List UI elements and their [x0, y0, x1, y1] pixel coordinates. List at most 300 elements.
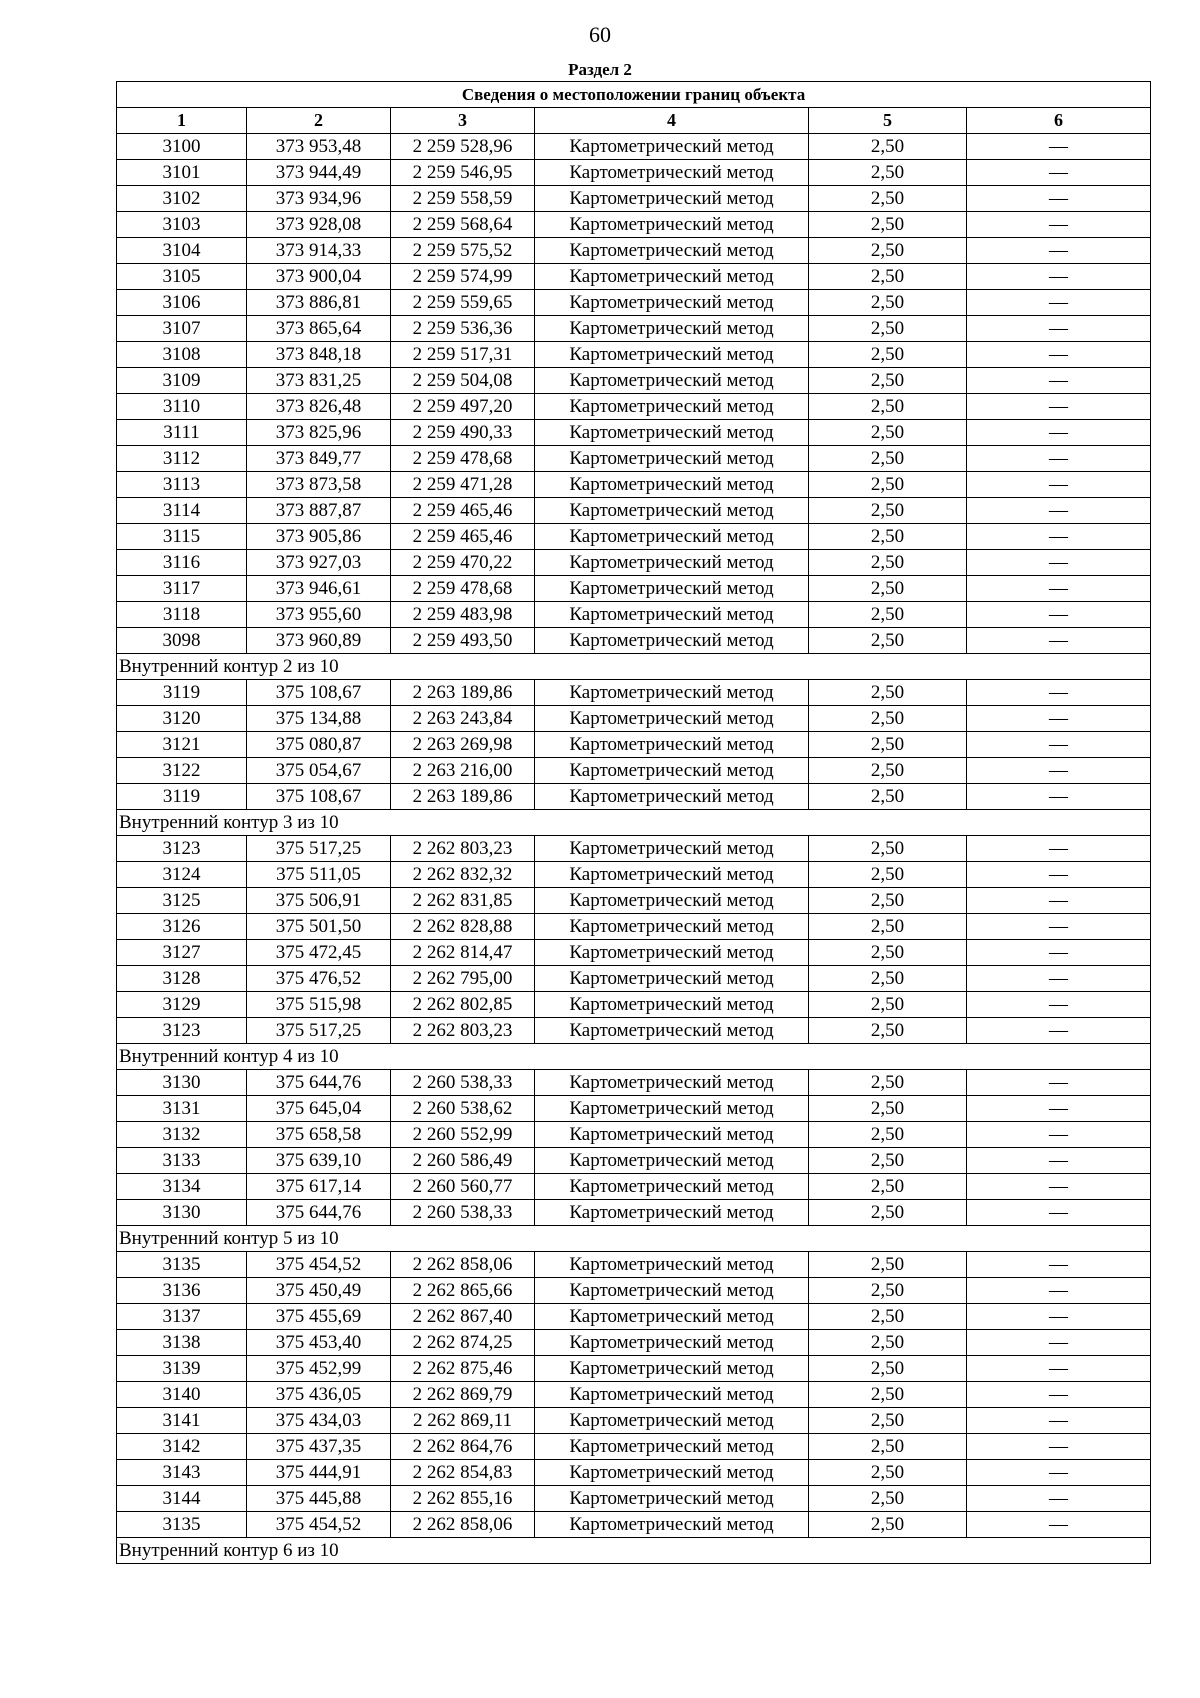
cell-description: —	[967, 212, 1151, 238]
cell-description: —	[967, 264, 1151, 290]
cell-coord-x: 375 515,98	[247, 992, 391, 1018]
cell-point-number: 3141	[117, 1408, 247, 1434]
cell-method: Картометрический метод	[535, 1408, 809, 1434]
cell-description: —	[967, 316, 1151, 342]
cell-coord-x: 375 436,05	[247, 1382, 391, 1408]
cell-coord-x: 373 905,86	[247, 524, 391, 550]
cell-coord-y: 2 259 465,46	[391, 524, 535, 550]
cell-precision: 2,50	[809, 1460, 967, 1486]
contour-group-row	[117, 654, 1151, 680]
table-row	[117, 602, 1151, 628]
cell-coord-x: 375 445,88	[247, 1486, 391, 1512]
cell-description: —	[967, 472, 1151, 498]
table-caption-row	[117, 82, 1151, 108]
cell-coord-y: 2 259 536,36	[391, 316, 535, 342]
cell-description: —	[967, 524, 1151, 550]
cell-description: —	[967, 758, 1151, 784]
cell-coord-x: 373 848,18	[247, 342, 391, 368]
cell-precision: 2,50	[809, 1330, 967, 1356]
cell-coord-y: 2 262 858,06	[391, 1512, 535, 1538]
cell-point-number: 3100	[117, 134, 247, 160]
cell-method: Картометрический метод	[535, 290, 809, 316]
table-row	[117, 264, 1151, 290]
cell-method: Картометрический метод	[535, 394, 809, 420]
cell-coord-x: 375 472,45	[247, 940, 391, 966]
cell-method: Картометрический метод	[535, 160, 809, 186]
cell-method: Картометрический метод	[535, 1330, 809, 1356]
cell-coord-x: 375 434,03	[247, 1408, 391, 1434]
table-row	[117, 784, 1151, 810]
cell-precision: 2,50	[809, 394, 967, 420]
coordinates-table	[116, 81, 1151, 1564]
cell-method: Картометрический метод	[535, 1486, 809, 1512]
cell-description: —	[967, 368, 1151, 394]
cell-description: —	[967, 1122, 1151, 1148]
contour-group-row	[117, 1226, 1151, 1252]
cell-point-number: 3114	[117, 498, 247, 524]
cell-point-number: 3143	[117, 1460, 247, 1486]
cell-description: —	[967, 1512, 1151, 1538]
cell-method: Картометрический метод	[535, 550, 809, 576]
cell-point-number: 3126	[117, 914, 247, 940]
cell-precision: 2,50	[809, 342, 967, 368]
cell-method: Картометрический метод	[535, 342, 809, 368]
cell-method: Картометрический метод	[535, 732, 809, 758]
cell-precision: 2,50	[809, 368, 967, 394]
cell-description: —	[967, 1486, 1151, 1512]
cell-method: Картометрический метод	[535, 498, 809, 524]
cell-description: —	[967, 732, 1151, 758]
cell-method: Картометрический метод	[535, 888, 809, 914]
cell-coord-y: 2 263 189,86	[391, 784, 535, 810]
cell-description: —	[967, 160, 1151, 186]
cell-description: —	[967, 394, 1151, 420]
cell-coord-x: 373 826,48	[247, 394, 391, 420]
cell-point-number: 3123	[117, 836, 247, 862]
cell-precision: 2,50	[809, 706, 967, 732]
cell-point-number: 3140	[117, 1382, 247, 1408]
cell-point-number: 3134	[117, 1174, 247, 1200]
table-row	[117, 1512, 1151, 1538]
cell-point-number: 3124	[117, 862, 247, 888]
cell-coord-x: 375 454,52	[247, 1252, 391, 1278]
cell-point-number: 3120	[117, 706, 247, 732]
cell-coord-y: 2 262 875,46	[391, 1356, 535, 1382]
cell-coord-y: 2 262 803,23	[391, 1018, 535, 1044]
cell-coord-y: 2 262 828,88	[391, 914, 535, 940]
cell-coord-y: 2 259 478,68	[391, 446, 535, 472]
cell-precision: 2,50	[809, 836, 967, 862]
cell-precision: 2,50	[809, 134, 967, 160]
cell-method: Картометрический метод	[535, 134, 809, 160]
cell-coord-y: 2 260 586,49	[391, 1148, 535, 1174]
cell-method: Картометрический метод	[535, 602, 809, 628]
table-row	[117, 1148, 1151, 1174]
column-header: 3	[391, 108, 535, 134]
cell-coord-x: 373 928,08	[247, 212, 391, 238]
column-header: 5	[809, 108, 967, 134]
cell-point-number: 3111	[117, 420, 247, 446]
cell-precision: 2,50	[809, 1148, 967, 1174]
cell-precision: 2,50	[809, 1122, 967, 1148]
table-row	[117, 1070, 1151, 1096]
cell-coord-y: 2 259 470,22	[391, 550, 535, 576]
cell-method: Картометрический метод	[535, 446, 809, 472]
cell-coord-y: 2 262 795,00	[391, 966, 535, 992]
cell-point-number: 3138	[117, 1330, 247, 1356]
cell-description: —	[967, 966, 1151, 992]
table-row	[117, 680, 1151, 706]
cell-coord-y: 2 259 575,52	[391, 238, 535, 264]
cell-precision: 2,50	[809, 680, 967, 706]
cell-precision: 2,50	[809, 732, 967, 758]
cell-coord-y: 2 259 497,20	[391, 394, 535, 420]
table-row	[117, 940, 1151, 966]
table-row	[117, 758, 1151, 784]
cell-coord-x: 375 080,87	[247, 732, 391, 758]
page-number: 60	[589, 22, 611, 47]
table-row	[117, 134, 1151, 160]
cell-method: Картометрический метод	[535, 706, 809, 732]
cell-point-number: 3104	[117, 238, 247, 264]
cell-coord-y: 2 262 858,06	[391, 1252, 535, 1278]
cell-method: Картометрический метод	[535, 316, 809, 342]
cell-coord-y: 2 260 538,33	[391, 1200, 535, 1226]
table-row	[117, 472, 1151, 498]
cell-coord-y: 2 262 855,16	[391, 1486, 535, 1512]
cell-coord-x: 375 452,99	[247, 1356, 391, 1382]
cell-point-number: 3125	[117, 888, 247, 914]
cell-coord-y: 2 259 465,46	[391, 498, 535, 524]
cell-method: Картометрический метод	[535, 836, 809, 862]
cell-description: —	[967, 888, 1151, 914]
cell-coord-x: 375 517,25	[247, 836, 391, 862]
cell-coord-y: 2 263 269,98	[391, 732, 535, 758]
cell-coord-x: 375 501,50	[247, 914, 391, 940]
table-row	[117, 1382, 1151, 1408]
cell-coord-y: 2 260 538,33	[391, 1070, 535, 1096]
contour-title: Внутренний контур 2 из 10	[117, 654, 1151, 680]
cell-point-number: 3132	[117, 1122, 247, 1148]
cell-coord-y: 2 262 869,79	[391, 1382, 535, 1408]
cell-coord-x: 375 617,14	[247, 1174, 391, 1200]
cell-method: Картометрический метод	[535, 862, 809, 888]
cell-point-number: 3131	[117, 1096, 247, 1122]
cell-coord-y: 2 262 831,85	[391, 888, 535, 914]
cell-method: Картометрический метод	[535, 576, 809, 602]
cell-description: —	[967, 420, 1151, 446]
table-row	[117, 446, 1151, 472]
table-row	[117, 1408, 1151, 1434]
cell-coord-y: 2 259 559,65	[391, 290, 535, 316]
cell-method: Картометрический метод	[535, 1278, 809, 1304]
cell-coord-y: 2 259 471,28	[391, 472, 535, 498]
table-row	[117, 1434, 1151, 1460]
cell-coord-x: 375 517,25	[247, 1018, 391, 1044]
cell-description: —	[967, 576, 1151, 602]
contour-title: Внутренний контур 5 из 10	[117, 1226, 1151, 1252]
contour-title: Внутренний контур 3 из 10	[117, 810, 1151, 836]
cell-precision: 2,50	[809, 1356, 967, 1382]
cell-coord-y: 2 260 538,62	[391, 1096, 535, 1122]
cell-precision: 2,50	[809, 862, 967, 888]
cell-coord-x: 373 955,60	[247, 602, 391, 628]
cell-precision: 2,50	[809, 784, 967, 810]
cell-point-number: 3119	[117, 784, 247, 810]
cell-precision: 2,50	[809, 758, 967, 784]
cell-precision: 2,50	[809, 550, 967, 576]
cell-description: —	[967, 186, 1151, 212]
cell-description: —	[967, 1070, 1151, 1096]
cell-method: Картометрический метод	[535, 914, 809, 940]
cell-point-number: 3107	[117, 316, 247, 342]
cell-precision: 2,50	[809, 1278, 967, 1304]
cell-coord-y: 2 263 243,84	[391, 706, 535, 732]
cell-method: Картометрический метод	[535, 628, 809, 654]
cell-method: Картометрический метод	[535, 1356, 809, 1382]
cell-point-number: 3110	[117, 394, 247, 420]
cell-coord-y: 2 259 568,64	[391, 212, 535, 238]
table-row	[117, 186, 1151, 212]
cell-precision: 2,50	[809, 1512, 967, 1538]
cell-method: Картометрический метод	[535, 1174, 809, 1200]
table-row	[117, 1122, 1151, 1148]
cell-precision: 2,50	[809, 888, 967, 914]
cell-coord-x: 375 644,76	[247, 1070, 391, 1096]
table-row	[117, 706, 1151, 732]
contour-group-row	[117, 1044, 1151, 1070]
table-row	[117, 966, 1151, 992]
cell-description: —	[967, 784, 1151, 810]
cell-description: —	[967, 992, 1151, 1018]
table-row	[117, 394, 1151, 420]
table-row	[117, 862, 1151, 888]
table-row	[117, 1018, 1151, 1044]
cell-precision: 2,50	[809, 186, 967, 212]
cell-point-number: 3103	[117, 212, 247, 238]
contour-group-row	[117, 810, 1151, 836]
cell-point-number: 3113	[117, 472, 247, 498]
cell-coord-y: 2 262 867,40	[391, 1304, 535, 1330]
cell-method: Картометрический метод	[535, 1018, 809, 1044]
cell-description: —	[967, 1408, 1151, 1434]
cell-coord-y: 2 260 552,99	[391, 1122, 535, 1148]
cell-point-number: 3112	[117, 446, 247, 472]
cell-coord-x: 373 900,04	[247, 264, 391, 290]
cell-description: —	[967, 1278, 1151, 1304]
cell-precision: 2,50	[809, 1408, 967, 1434]
table-row	[117, 1278, 1151, 1304]
cell-method: Картометрический метод	[535, 524, 809, 550]
cell-coord-y: 2 259 493,50	[391, 628, 535, 654]
table-row	[117, 524, 1151, 550]
table-row	[117, 1304, 1151, 1330]
cell-point-number: 3130	[117, 1200, 247, 1226]
cell-point-number: 3109	[117, 368, 247, 394]
table-row	[117, 498, 1151, 524]
cell-description: —	[967, 238, 1151, 264]
table-row	[117, 1252, 1151, 1278]
column-header: 6	[967, 108, 1151, 134]
cell-description: —	[967, 290, 1151, 316]
cell-coord-y: 2 259 558,59	[391, 186, 535, 212]
column-header: 1	[117, 108, 247, 134]
cell-point-number: 3119	[117, 680, 247, 706]
cell-point-number: 3106	[117, 290, 247, 316]
table-row	[117, 914, 1151, 940]
column-header: 2	[247, 108, 391, 134]
cell-point-number: 3136	[117, 1278, 247, 1304]
cell-method: Картометрический метод	[535, 1304, 809, 1330]
cell-point-number: 3127	[117, 940, 247, 966]
cell-description: —	[967, 914, 1151, 940]
cell-method: Картометрический метод	[535, 264, 809, 290]
cell-precision: 2,50	[809, 1200, 967, 1226]
table-row	[117, 628, 1151, 654]
contour-title: Внутренний контур 4 из 10	[117, 1044, 1151, 1070]
table-row	[117, 368, 1151, 394]
cell-description: —	[967, 342, 1151, 368]
table-row	[117, 1356, 1151, 1382]
cell-description: —	[967, 706, 1151, 732]
cell-description: —	[967, 446, 1151, 472]
table-row	[117, 212, 1151, 238]
table-head	[117, 82, 1151, 134]
cell-coord-y: 2 259 483,98	[391, 602, 535, 628]
table-row	[117, 992, 1151, 1018]
cell-description: —	[967, 1200, 1151, 1226]
cell-point-number: 3123	[117, 1018, 247, 1044]
cell-method: Картометрический метод	[535, 238, 809, 264]
cell-coord-x: 375 476,52	[247, 966, 391, 992]
cell-method: Картометрический метод	[535, 1122, 809, 1148]
table-row	[117, 160, 1151, 186]
cell-precision: 2,50	[809, 290, 967, 316]
table-row	[117, 1096, 1151, 1122]
cell-precision: 2,50	[809, 1096, 967, 1122]
cell-method: Картометрический метод	[535, 966, 809, 992]
cell-precision: 2,50	[809, 446, 967, 472]
cell-precision: 2,50	[809, 316, 967, 342]
table-row	[117, 1486, 1151, 1512]
cell-coord-x: 375 134,88	[247, 706, 391, 732]
cell-coord-y: 2 259 574,99	[391, 264, 535, 290]
cell-coord-x: 373 946,61	[247, 576, 391, 602]
cell-description: —	[967, 134, 1151, 160]
cell-coord-y: 2 262 854,83	[391, 1460, 535, 1486]
cell-description: —	[967, 1096, 1151, 1122]
cell-description: —	[967, 1356, 1151, 1382]
cell-method: Картометрический метод	[535, 1460, 809, 1486]
cell-description: —	[967, 862, 1151, 888]
cell-coord-x: 375 645,04	[247, 1096, 391, 1122]
cell-coord-x: 375 658,58	[247, 1122, 391, 1148]
cell-coord-x: 375 453,40	[247, 1330, 391, 1356]
cell-description: —	[967, 628, 1151, 654]
cell-coord-y: 2 259 517,31	[391, 342, 535, 368]
cell-method: Картометрический метод	[535, 680, 809, 706]
table-row	[117, 836, 1151, 862]
cell-coord-x: 373 934,96	[247, 186, 391, 212]
table-row	[117, 290, 1151, 316]
cell-point-number: 3133	[117, 1148, 247, 1174]
cell-coord-x: 375 454,52	[247, 1512, 391, 1538]
cell-description: —	[967, 1148, 1151, 1174]
cell-coord-x: 375 511,05	[247, 862, 391, 888]
cell-precision: 2,50	[809, 1174, 967, 1200]
cell-precision: 2,50	[809, 238, 967, 264]
cell-point-number: 3115	[117, 524, 247, 550]
cell-coord-x: 373 873,58	[247, 472, 391, 498]
contour-group-row	[117, 1538, 1151, 1564]
table-row	[117, 1460, 1151, 1486]
cell-coord-x: 375 455,69	[247, 1304, 391, 1330]
cell-coord-x: 373 865,64	[247, 316, 391, 342]
cell-point-number: 3105	[117, 264, 247, 290]
cell-description: —	[967, 550, 1151, 576]
cell-description: —	[967, 1252, 1151, 1278]
cell-method: Картометрический метод	[535, 940, 809, 966]
table-row	[117, 1200, 1151, 1226]
cell-description: —	[967, 1434, 1151, 1460]
cell-description: —	[967, 1304, 1151, 1330]
cell-method: Картометрический метод	[535, 212, 809, 238]
cell-point-number: 3098	[117, 628, 247, 654]
cell-precision: 2,50	[809, 264, 967, 290]
cell-coord-x: 373 849,77	[247, 446, 391, 472]
table-caption: Сведения о местоположении границ объекта	[117, 82, 1151, 108]
cell-coord-y: 2 262 803,23	[391, 836, 535, 862]
cell-coord-y: 2 259 478,68	[391, 576, 535, 602]
cell-coord-x: 373 886,81	[247, 290, 391, 316]
table-row	[117, 732, 1151, 758]
cell-point-number: 3139	[117, 1356, 247, 1382]
cell-coord-y: 2 259 528,96	[391, 134, 535, 160]
table-row	[117, 888, 1151, 914]
column-header-row	[117, 108, 1151, 134]
cell-method: Картометрический метод	[535, 472, 809, 498]
cell-point-number: 3137	[117, 1304, 247, 1330]
cell-coord-y: 2 262 869,11	[391, 1408, 535, 1434]
table-row	[117, 342, 1151, 368]
cell-description: —	[967, 602, 1151, 628]
cell-coord-x: 375 506,91	[247, 888, 391, 914]
cell-precision: 2,50	[809, 420, 967, 446]
cell-method: Картометрический метод	[535, 784, 809, 810]
cell-description: —	[967, 680, 1151, 706]
cell-precision: 2,50	[809, 472, 967, 498]
cell-coord-x: 375 437,35	[247, 1434, 391, 1460]
cell-precision: 2,50	[809, 602, 967, 628]
cell-point-number: 3102	[117, 186, 247, 212]
cell-method: Картометрический метод	[535, 1382, 809, 1408]
cell-precision: 2,50	[809, 914, 967, 940]
cell-description: —	[967, 1382, 1151, 1408]
table-row	[117, 420, 1151, 446]
cell-coord-x: 373 927,03	[247, 550, 391, 576]
cell-method: Картометрический метод	[535, 186, 809, 212]
table-row	[117, 1330, 1151, 1356]
contour-title: Внутренний контур 6 из 10	[117, 1538, 1151, 1564]
table-body	[117, 134, 1151, 1564]
cell-coord-x: 375 644,76	[247, 1200, 391, 1226]
cell-precision: 2,50	[809, 576, 967, 602]
cell-method: Картометрический метод	[535, 1070, 809, 1096]
cell-method: Картометрический метод	[535, 1434, 809, 1460]
cell-description: —	[967, 1174, 1151, 1200]
cell-method: Картометрический метод	[535, 1096, 809, 1122]
cell-precision: 2,50	[809, 992, 967, 1018]
